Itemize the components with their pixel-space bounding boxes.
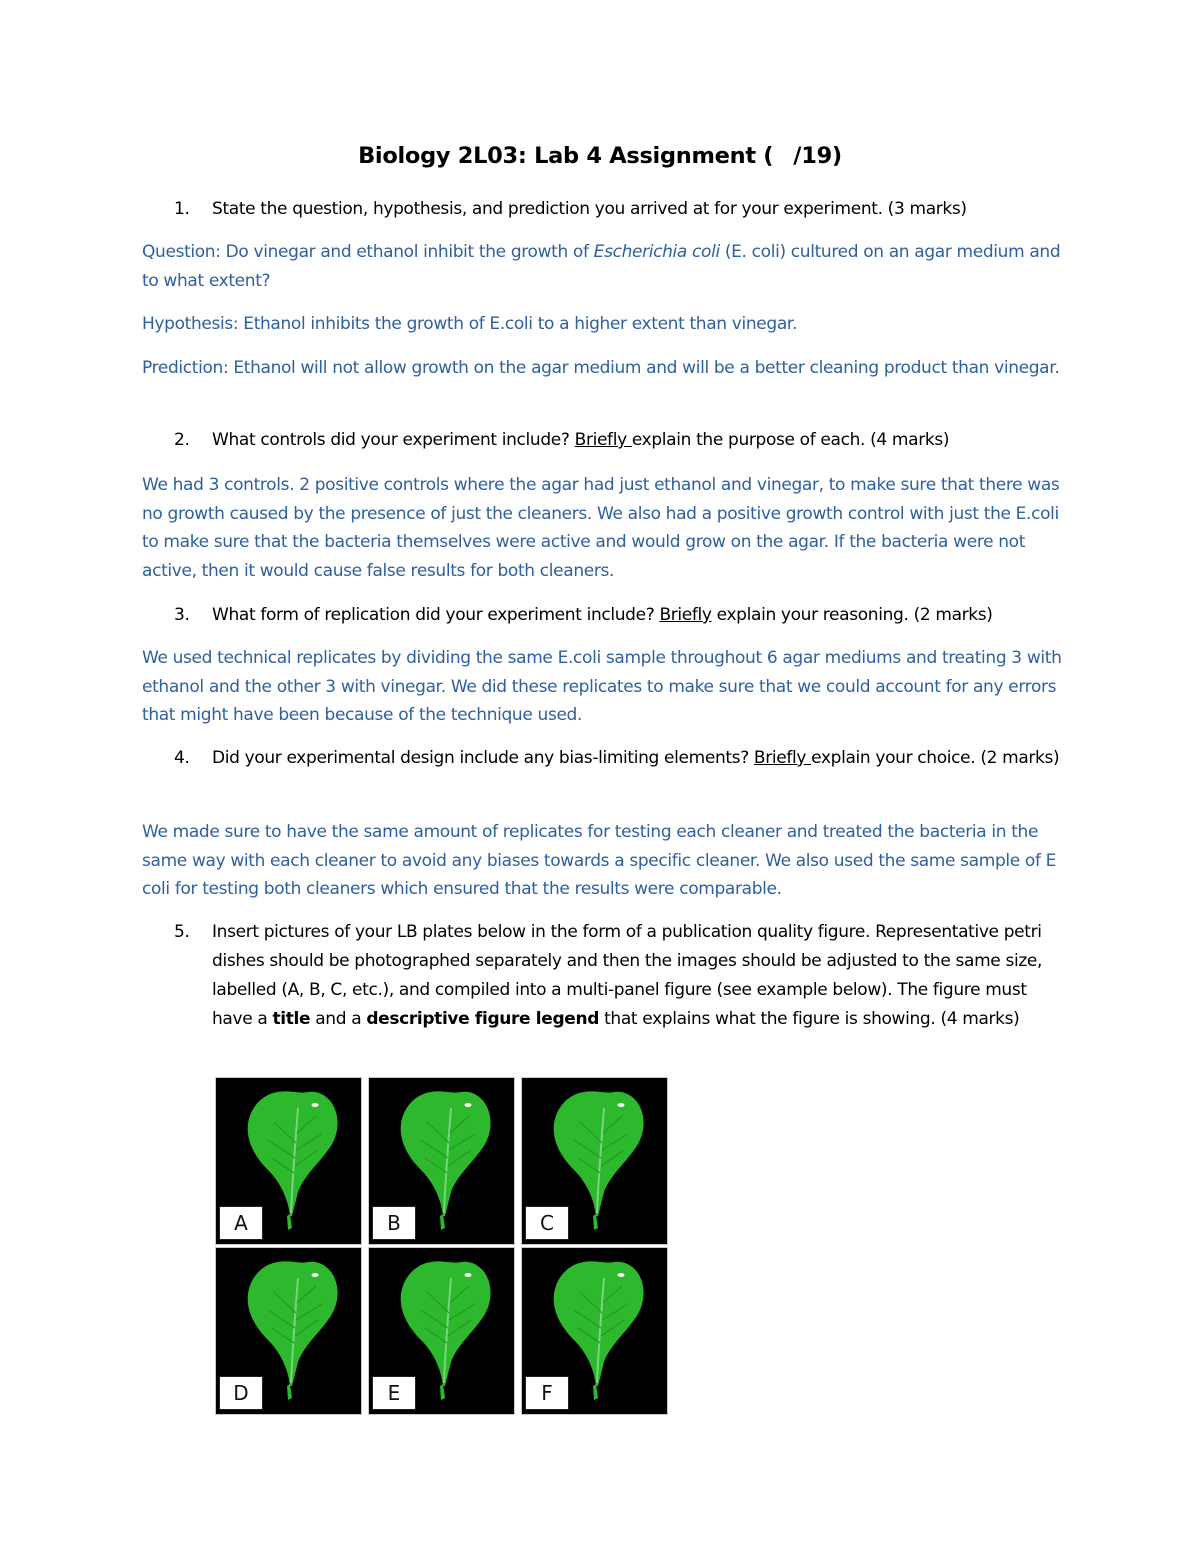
answer-hypothesis bbox=[142, 310, 1072, 339]
question-number: 3. bbox=[174, 605, 190, 625]
question-number: 5. bbox=[174, 922, 190, 942]
question-text-underlined: Briefly bbox=[574, 430, 632, 450]
panel-label: B bbox=[372, 1206, 416, 1240]
title-left: Biology 2L03: Lab 4 Assignment ( bbox=[358, 143, 774, 169]
answer-prediction-text: Prediction: Ethanol will not allow growth on the agar medium and will be a better cleaning product than vinegar. bbox=[142, 358, 1060, 378]
answer-question bbox=[142, 238, 1072, 295]
answer-controls-text: We had 3 controls. 2 positive controls where the agar had just ethanol and vinegar, to make sure that there was no growth caused by the presence of just the cleaners. We also had a positive growth control with just the E.coli to make sure that the bacteria themselves were active and would grow on the agar. If the bacteria were not active, then it would cause false results for both cleaners. bbox=[142, 475, 1060, 581]
answer-bias-text: We made sure to have the same amount of replicates for testing each cleaner and treated the bacteria in the same way with each cleaner to avoid any biases towards a specific cleaner. We also used the same sample of E coli for testing both cleaners which ensured that the results were comparable. bbox=[142, 822, 1057, 899]
question-text-part-1: Insert pictures of your LB plates below in the form of a publication quality figure. Representative petri dishes should be photographed separately and then the images should be adjusted to the same size, labelled (A, B, C, etc.), and compiled into a multi-panel figure (see example below). The figure must have a bbox=[212, 922, 1043, 1029]
figure-panel-a bbox=[215, 1077, 362, 1245]
panel-label: C bbox=[525, 1206, 569, 1240]
question-text bbox=[212, 918, 1072, 1034]
question-text-underlined: Briefly bbox=[753, 748, 812, 768]
question-text-bold-legend: descriptive figure legend bbox=[366, 1009, 600, 1029]
question-text-post: explain your choice. (2 marks) bbox=[811, 748, 1060, 768]
question-text-underlined: Briefly bbox=[659, 605, 712, 625]
answer-controls bbox=[142, 471, 1072, 585]
answer-question-species: Escherichia coli bbox=[593, 242, 720, 262]
question-text-pre: What form of replication did your experiment include? bbox=[212, 605, 660, 625]
question-text-pre: What controls did your experiment include? bbox=[212, 430, 575, 450]
page-title bbox=[0, 143, 1200, 169]
panel-label: A bbox=[219, 1206, 263, 1240]
title-right: /19) bbox=[793, 143, 842, 169]
example-figure bbox=[215, 1077, 667, 1415]
question-number: 4. bbox=[174, 748, 190, 768]
question-text bbox=[212, 426, 1072, 455]
panel-label: F bbox=[525, 1376, 569, 1410]
question-text-part-2: and a bbox=[310, 1009, 367, 1029]
answer-replication bbox=[142, 644, 1072, 730]
question-number: 2. bbox=[174, 430, 190, 450]
answer-replication-text: We used technical replicates by dividing the same E.coli sample throughout 6 agar mediums and treating 3 with ethanol and the other 3 with vinegar. We did these replicates to make sure that we could account for any errors that might have been because of the technique used. bbox=[142, 648, 1062, 725]
question-text-post: explain your reasoning. (2 marks) bbox=[711, 605, 993, 625]
answer-question-text-1: Question: Do vinegar and ethanol inhibit the growth of bbox=[142, 242, 594, 262]
question-number: 1. bbox=[174, 199, 190, 219]
figure-panel-b bbox=[368, 1077, 515, 1245]
question-text-post: explain the purpose of each. (4 marks) bbox=[631, 430, 950, 450]
panel-label: D bbox=[219, 1376, 263, 1410]
question-text: State the question, hypothesis, and prediction you arrived at for your experiment. (3 marks) bbox=[212, 199, 967, 219]
figure-panel-c bbox=[521, 1077, 668, 1245]
figure-panel-d bbox=[215, 1247, 362, 1415]
question-text-bold-title: title bbox=[272, 1009, 311, 1029]
question-text-part-3: that explains what the figure is showing. (4 marks) bbox=[599, 1009, 1020, 1029]
figure-panel-f bbox=[521, 1247, 668, 1415]
question-text bbox=[212, 744, 1072, 773]
answer-prediction bbox=[142, 354, 1072, 383]
question-text-pre: Did your experimental design include any bias-limiting elements? bbox=[212, 748, 754, 768]
panel-label: E bbox=[372, 1376, 416, 1410]
answer-question-text-2: (E. coli) cultured on an agar medium and to what extent? bbox=[142, 242, 1061, 291]
figure-panel-e bbox=[368, 1247, 515, 1415]
answer-hypothesis-text: Hypothesis: Ethanol inhibits the growth of E.coli to a higher extent than vinegar. bbox=[142, 314, 798, 334]
answer-bias bbox=[142, 818, 1072, 904]
question-text bbox=[212, 601, 1072, 630]
